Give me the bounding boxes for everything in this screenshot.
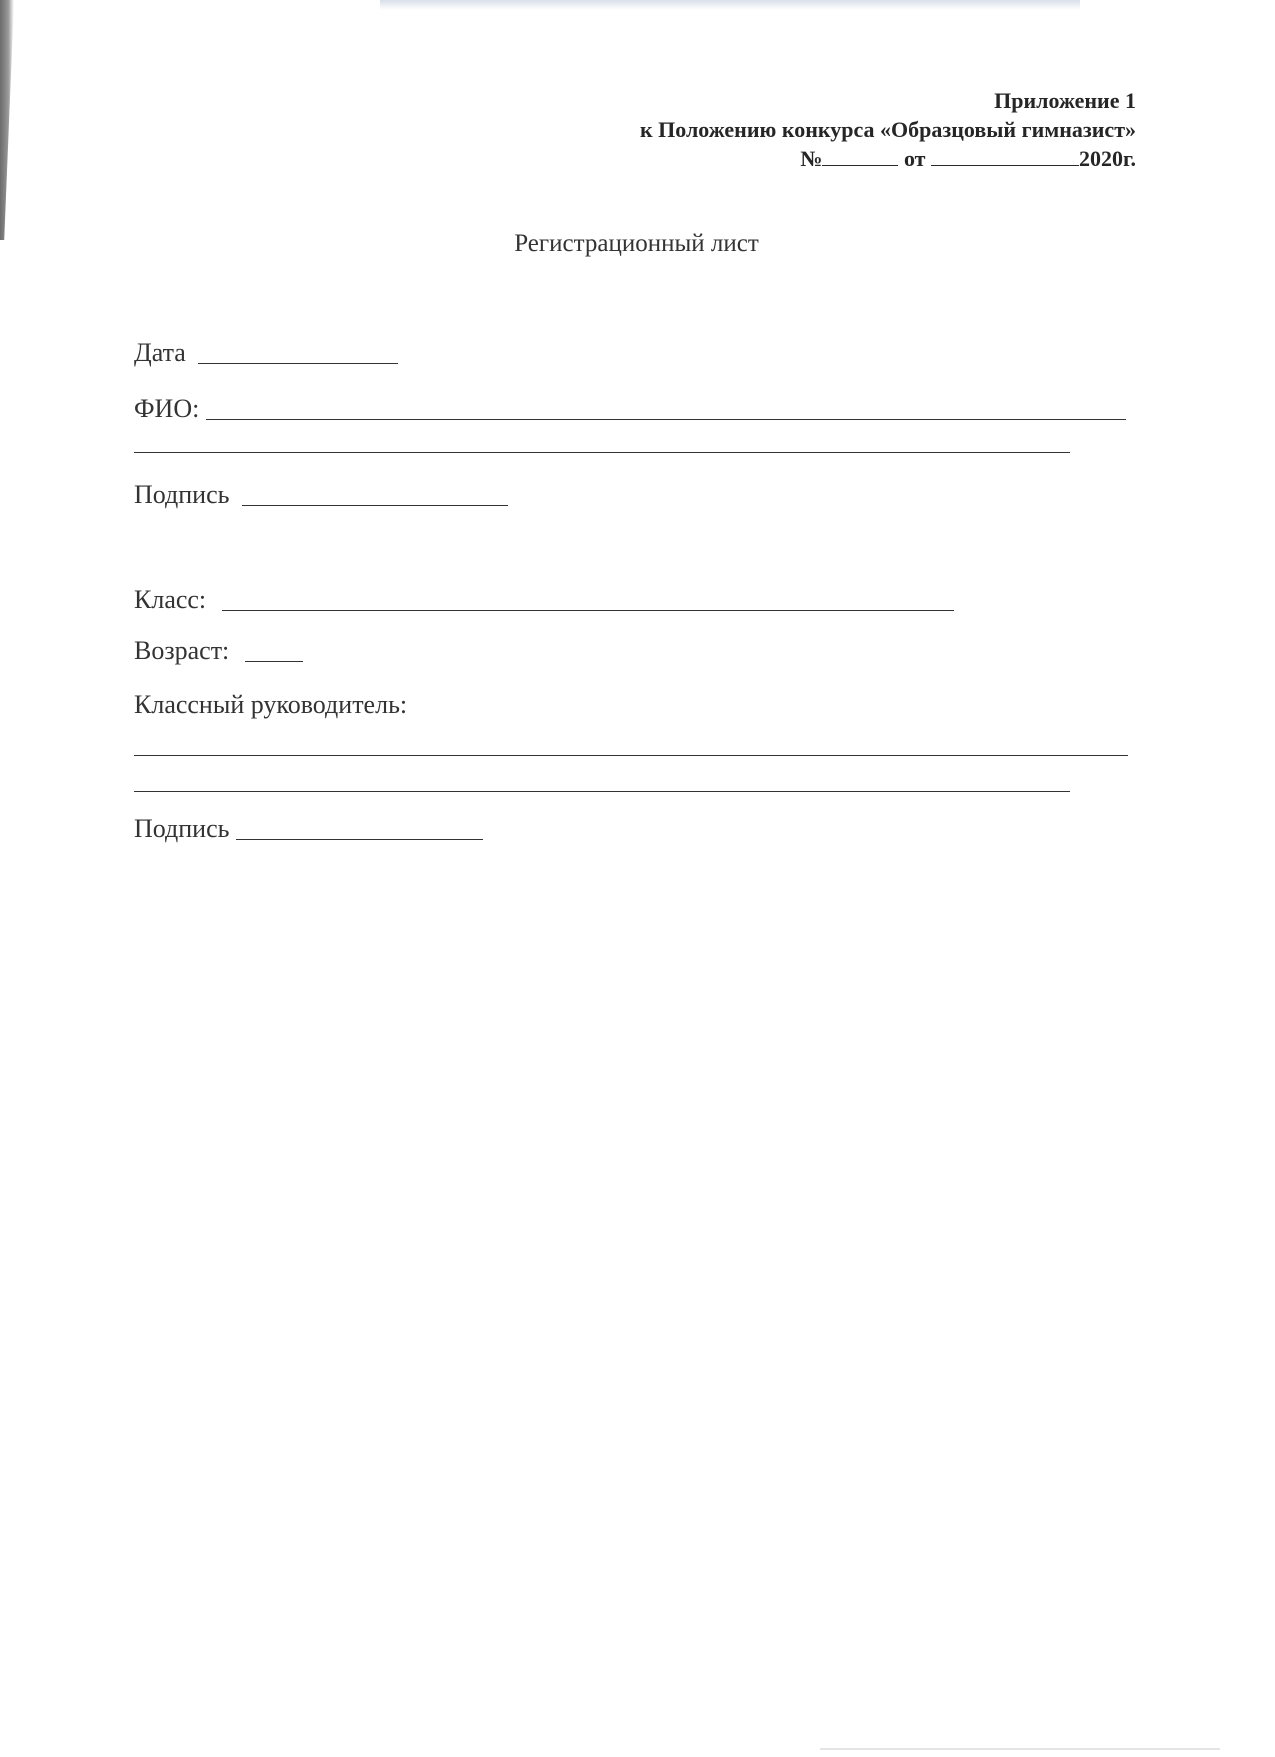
appendix-reference: к Положению конкурса «Образцовый гимназист» bbox=[639, 117, 1136, 142]
order-year: 2020г. bbox=[1078, 146, 1136, 171]
signature-label-participant: Подпись bbox=[134, 480, 230, 509]
scan-shadow-top bbox=[380, 0, 1080, 10]
scan-shadow-left bbox=[0, 0, 14, 240]
teacher-label: Классный руководитель: bbox=[134, 690, 408, 719]
date-field bbox=[134, 338, 398, 368]
fio-label: ФИО: bbox=[134, 394, 200, 423]
appendix-header bbox=[640, 86, 1136, 173]
scan-shadow-bottom bbox=[820, 1748, 1220, 1750]
age-input-line[interactable] bbox=[245, 637, 303, 662]
appendix-order-line bbox=[640, 144, 1136, 173]
fio-input-line[interactable] bbox=[206, 395, 1126, 420]
fio-input-line-2[interactable] bbox=[134, 452, 1070, 453]
teacher-input-line-1[interactable] bbox=[134, 755, 1128, 756]
signature-input-line-participant[interactable] bbox=[242, 481, 508, 506]
teacher-input-line-2[interactable] bbox=[134, 791, 1070, 792]
date-input-line[interactable] bbox=[198, 339, 398, 364]
order-date-blank[interactable] bbox=[931, 145, 1079, 166]
document-title: Регистрационный лист bbox=[514, 230, 759, 257]
class-label: Класс: bbox=[134, 585, 207, 614]
order-number-blank[interactable] bbox=[822, 145, 898, 166]
number-sign: № bbox=[800, 146, 823, 171]
age-label: Возраст: bbox=[134, 636, 230, 665]
appendix-number: Приложение 1 bbox=[994, 88, 1136, 113]
signature-field-teacher bbox=[134, 814, 483, 844]
date-label: Дата bbox=[134, 338, 186, 367]
fio-field bbox=[134, 394, 1126, 424]
teacher-field bbox=[134, 690, 407, 720]
class-field bbox=[134, 585, 954, 615]
signature-input-line-teacher[interactable] bbox=[236, 815, 483, 840]
age-field bbox=[134, 636, 303, 666]
signature-label-teacher: Подпись bbox=[134, 814, 230, 843]
class-input-line[interactable] bbox=[222, 586, 954, 611]
signature-field-participant bbox=[134, 480, 508, 510]
from-word: от bbox=[898, 146, 931, 171]
